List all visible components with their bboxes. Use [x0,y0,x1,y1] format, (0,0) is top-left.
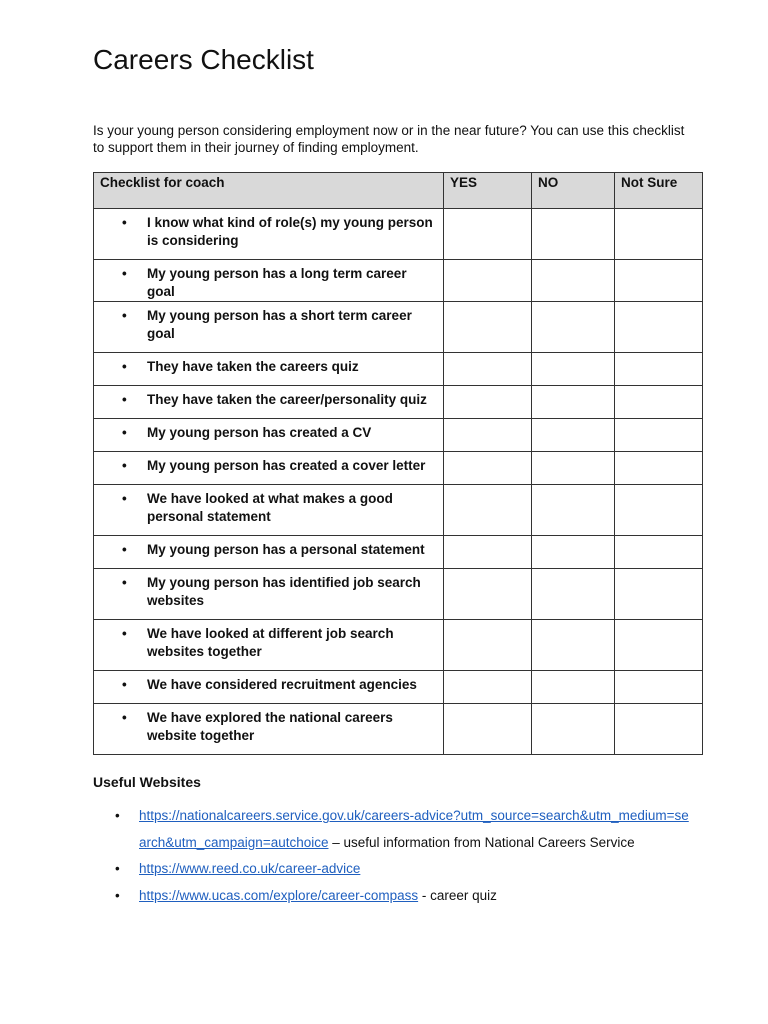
bullet: • [122,359,127,374]
not-sure-cell[interactable] [615,386,703,419]
yes-cell[interactable] [444,386,532,419]
bullet: • [122,575,127,590]
not-sure-cell[interactable] [615,260,703,302]
table-row [94,353,703,386]
page-title: Careers Checklist [93,44,314,75]
link-description: – useful information from National Careers Service [328,834,635,850]
checklist-item: They have taken the career/personality quiz [147,392,427,407]
not-sure-cell[interactable] [615,485,703,536]
national-careers-link[interactable]: https://nationalcareers.service.gov.uk/careers-advice?utm_source=search&utm_medium=search&utm_campaign=autchoice [139,808,689,850]
link-description: - career quiz [418,887,497,903]
yes-cell[interactable] [444,620,532,671]
not-sure-cell[interactable] [615,209,703,260]
not-sure-cell[interactable] [615,452,703,485]
no-cell[interactable] [532,452,615,485]
bullet: • [122,491,127,506]
checklist-item: We have looked at what makes a good personal statement [147,491,393,524]
yes-cell[interactable] [444,353,532,386]
not-sure-cell[interactable] [615,302,703,353]
bullet: • [122,458,127,473]
bullet: • [122,425,127,440]
table-row [94,485,703,536]
checklist-item: We have explored the national careers website together [147,710,393,743]
no-cell[interactable] [532,536,615,569]
list-item [93,883,693,910]
intro-paragraph: Is your young person considering employment now or in the near future? You can use this checklist to support them in their journey of finding employment. [93,123,685,155]
header-checklist: Checklist for coach [94,173,444,209]
yes-cell[interactable] [444,569,532,620]
checklist-item: We have considered recruitment agencies [147,677,417,692]
list-item [93,803,693,856]
not-sure-cell[interactable] [615,704,703,755]
table-row [94,536,703,569]
table-row [94,671,703,704]
not-sure-cell[interactable] [615,620,703,671]
table-row [94,569,703,620]
table-row [94,704,703,755]
no-cell[interactable] [532,302,615,353]
table-row [94,386,703,419]
not-sure-cell[interactable] [615,536,703,569]
not-sure-cell[interactable] [615,569,703,620]
no-cell[interactable] [532,569,615,620]
useful-websites-heading: Useful Websites [93,774,201,790]
yes-cell[interactable] [444,419,532,452]
table-row [94,260,703,302]
not-sure-cell[interactable] [615,419,703,452]
checklist-item: My young person has a personal statement [147,542,425,557]
checklist-item: My young person has a long term career goal [147,266,407,299]
yes-cell[interactable] [444,704,532,755]
checklist-item: My young person has a short term career goal [147,308,412,341]
bullet: • [122,308,127,323]
yes-cell[interactable] [444,260,532,302]
list-item [93,856,693,883]
bullet: • [122,392,127,407]
reed-career-advice-link[interactable]: https://www.reed.co.uk/career-advice [139,861,361,876]
checklist-item: My young person has created a cover letter [147,458,426,473]
bullet: • [122,542,127,557]
bullet: • [122,215,127,230]
header-yes: YES [444,173,532,209]
table-row [94,620,703,671]
checklist-item: They have taken the careers quiz [147,359,359,374]
table-header-row [94,173,703,209]
no-cell[interactable] [532,260,615,302]
table-row [94,419,703,452]
checklist-item: I know what kind of role(s) my young person is considering [147,215,433,248]
yes-cell[interactable] [444,485,532,536]
yes-cell[interactable] [444,671,532,704]
checklist-table [93,172,703,755]
not-sure-cell[interactable] [615,671,703,704]
no-cell[interactable] [532,671,615,704]
yes-cell[interactable] [444,452,532,485]
bullet: • [122,626,127,641]
checklist-item: We have looked at different job search websites together [147,626,394,659]
bullet: • [115,808,120,823]
bullet: • [122,266,127,281]
bullet: • [115,861,120,876]
table-row [94,302,703,353]
not-sure-cell[interactable] [615,353,703,386]
no-cell[interactable] [532,704,615,755]
useful-websites-list [93,803,693,909]
ucas-career-compass-link[interactable]: https://www.ucas.com/explore/career-compass [139,887,419,903]
checklist-item: My young person has created a CV [147,425,372,440]
bullet: • [115,887,120,903]
no-cell[interactable] [532,485,615,536]
no-cell[interactable] [532,419,615,452]
table-row [94,209,703,260]
yes-cell[interactable] [444,209,532,260]
yes-cell[interactable] [444,302,532,353]
header-no: NO [532,173,615,209]
no-cell[interactable] [532,353,615,386]
checklist-item: My young person has identified job search websites [147,575,421,608]
header-not-sure: Not Sure [615,173,703,209]
yes-cell[interactable] [444,536,532,569]
no-cell[interactable] [532,386,615,419]
bullet: • [122,710,127,725]
table-row [94,452,703,485]
no-cell[interactable] [532,209,615,260]
bullet: • [122,677,127,692]
no-cell[interactable] [532,620,615,671]
